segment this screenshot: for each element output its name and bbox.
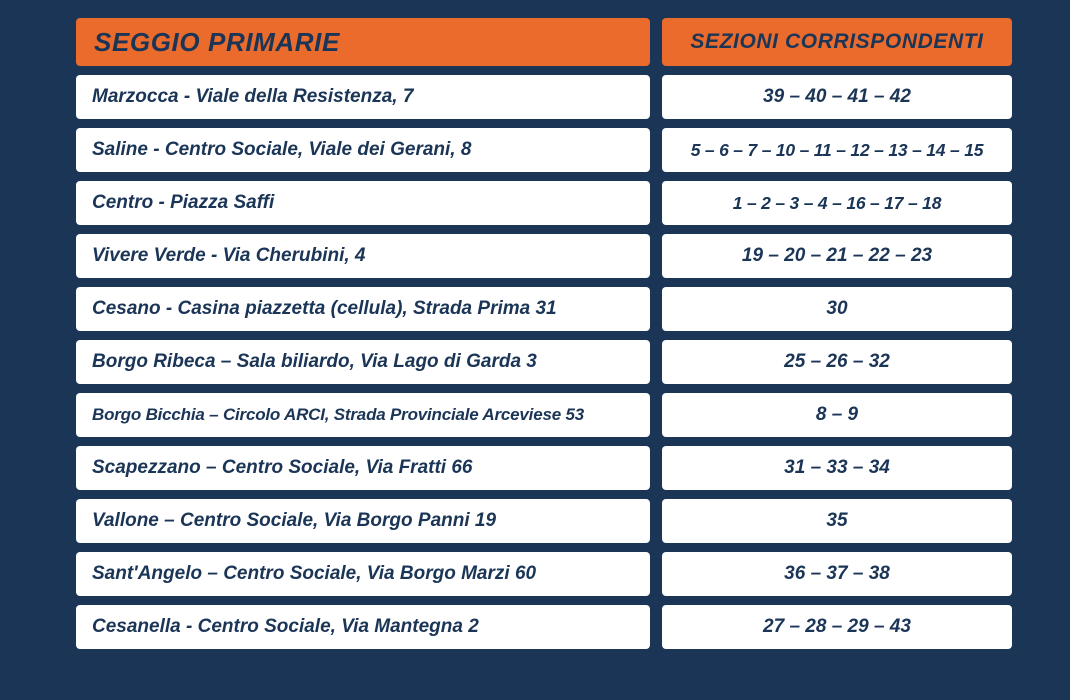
table-cell-seat — [76, 340, 650, 384]
sections-label: 19 – 20 – 21 – 22 – 23 — [741, 245, 933, 266]
sections-label: 1 – 2 – 3 – 4 – 16 – 17 – 18 — [732, 192, 942, 213]
sections-label: 39 – 40 – 41 – 42 — [763, 86, 911, 107]
table-header-label-seat: SEGGIO PRIMARIE — [94, 26, 340, 57]
table-cell-seat — [76, 128, 650, 172]
table-row — [76, 446, 1012, 490]
table-row — [76, 393, 1012, 437]
table-row — [76, 128, 1012, 172]
sections-label: 30 — [826, 298, 848, 319]
table-cell-sections — [662, 446, 1012, 490]
table-cell-seat — [76, 181, 650, 225]
sections-label: 25 – 26 – 32 — [784, 351, 890, 372]
sections-label: 31 – 33 – 34 — [784, 457, 890, 478]
table-cell-seat — [76, 287, 650, 331]
table-cell-seat — [76, 446, 650, 490]
table-row — [76, 605, 1012, 649]
table-cell-sections — [662, 287, 1012, 331]
table-cell-seat — [76, 393, 650, 437]
table-cell-seat — [76, 552, 650, 596]
seat-label: Borgo Bicchia – Circolo ARCI, Strada Provinciale Arceviese 53 — [92, 405, 585, 424]
table-cell-sections — [662, 181, 1012, 225]
table-cell-sections — [662, 605, 1012, 649]
seat-label: Cesano - Casina piazzetta (cellula), Strada Prima 31 — [92, 298, 557, 319]
table-cell-sections — [662, 75, 1012, 119]
table-header-cell-sections — [662, 18, 1012, 66]
sections-label: 36 – 37 – 38 — [784, 563, 890, 584]
table-header-cell-seat — [76, 18, 650, 66]
table-cell-sections — [662, 552, 1012, 596]
table-cell-seat — [76, 75, 650, 119]
table-row — [76, 340, 1012, 384]
table-row — [76, 499, 1012, 543]
table-cell-sections — [662, 340, 1012, 384]
sections-label: 35 — [826, 510, 848, 531]
table-header-label-sections: SEZIONI CORRISPONDENTI — [690, 30, 984, 53]
table-row — [76, 552, 1012, 596]
seat-label: Vivere Verde - Via Cherubini, 4 — [92, 245, 366, 266]
table-cell-seat — [76, 234, 650, 278]
table-row — [76, 234, 1012, 278]
table-row — [76, 75, 1012, 119]
table-row — [76, 287, 1012, 331]
seat-label: Marzocca - Viale della Resistenza, 7 — [92, 86, 414, 107]
seat-label: Vallone – Centro Sociale, Via Borgo Panni 19 — [92, 510, 497, 531]
seat-label: Borgo Ribeca – Sala biliardo, Via Lago di Garda 3 — [92, 351, 537, 372]
seat-label: Cesanella - Centro Sociale, Via Mantegna 2 — [92, 616, 479, 637]
sections-label: 8 – 9 — [815, 404, 859, 425]
polling-stations-table — [76, 18, 1012, 658]
sections-label: 27 – 28 – 29 – 43 — [763, 616, 911, 637]
table-cell-seat — [76, 605, 650, 649]
table-cell-sections — [662, 393, 1012, 437]
table-row — [76, 181, 1012, 225]
table-cell-seat — [76, 499, 650, 543]
seat-label: Saline - Centro Sociale, Viale dei Gerani, 8 — [92, 139, 472, 160]
seat-label: Scapezzano – Centro Sociale, Via Fratti 66 — [92, 457, 473, 478]
sections-label: 5 – 6 – 7 – 10 – 11 – 12 – 13 – 14 – 15 — [690, 139, 984, 160]
table-cell-sections — [662, 128, 1012, 172]
table-header-row — [76, 18, 1012, 66]
table-cell-sections — [662, 499, 1012, 543]
table-cell-sections — [662, 234, 1012, 278]
seat-label: Sant'Angelo – Centro Sociale, Via Borgo Marzi 60 — [92, 563, 537, 584]
seat-label: Centro - Piazza Saffi — [92, 192, 275, 213]
